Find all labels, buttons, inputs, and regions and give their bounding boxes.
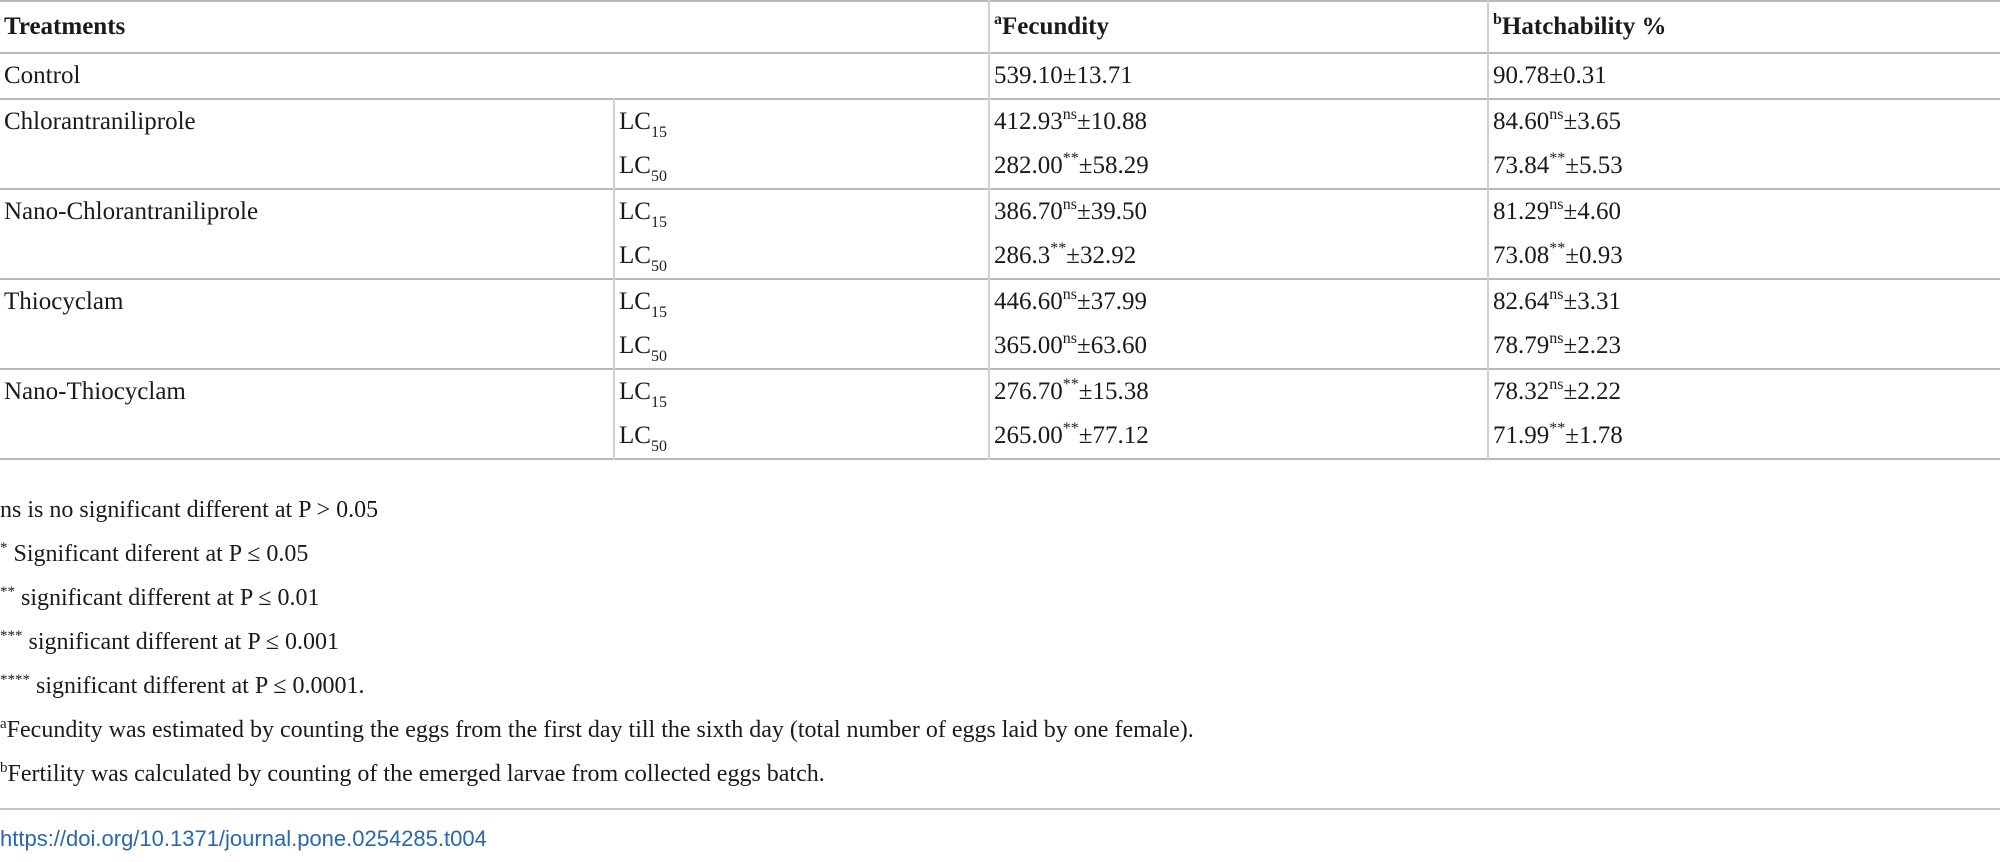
concentration-subscript: 15 [650, 214, 667, 231]
footnote-text: significant different at P ≤ 0.001 [22, 629, 339, 655]
concentration-label: LC [619, 288, 651, 315]
hatchability-error: ±5.53 [1565, 152, 1623, 179]
fecundity-value: 386.70 [994, 198, 1063, 225]
concentration-label: LC [619, 108, 651, 135]
fecundity-significance: ** [1062, 150, 1079, 167]
treatment-name: Thiocyclam [4, 288, 124, 315]
fecundity-significance: ns [1062, 196, 1077, 213]
hatchability-cell: 90.78±0.31 [1488, 53, 2000, 99]
footnote-text: significant different at P ≤ 0.01 [15, 585, 320, 611]
fecundity-significance: ** [1062, 376, 1079, 393]
concentration-label: LC [619, 378, 651, 405]
header-fecundity-label: Fecundity [1002, 13, 1109, 40]
footnote-text: Fecundity was estimated by counting the eggs from the first day till the sixth day (total number of eggs laid by one female). [6, 717, 1194, 743]
footnotes [0, 488, 2000, 796]
treatment-name: Chlorantraniliprole [4, 108, 196, 135]
fecundity-footnote-marker: a [994, 11, 1003, 28]
hatchability-value: 73.84 [1493, 152, 1550, 179]
footnote-marker: ** [0, 584, 15, 600]
hatchability-significance: ** [1549, 240, 1566, 257]
treatment-name: Nano-Thiocyclam [4, 378, 186, 405]
concentration-subscript: 50 [650, 438, 667, 455]
header-fecundity [989, 1, 1488, 53]
footnote-marker: * [0, 540, 8, 556]
footnote-marker: **** [0, 672, 30, 688]
concentration-cell [614, 369, 989, 414]
fecundity-value: 286.3 [994, 242, 1051, 269]
hatchability-value: 78.32 [1493, 378, 1550, 405]
fecundity-cell [989, 99, 1488, 144]
footnote-marker: b [0, 760, 8, 776]
fecundity-value: 282.00 [994, 152, 1063, 179]
fecundity-error: ±39.50 [1077, 198, 1147, 225]
fecundity-error: ±10.88 [1077, 108, 1147, 135]
treatment-name: Nano-Chlorantraniliprole [4, 198, 259, 225]
fecundity-significance: ns [1062, 330, 1077, 347]
fecundity-cell [989, 324, 1488, 369]
table-row-control [0, 53, 2000, 99]
concentration-cell [614, 414, 989, 459]
footnote [0, 532, 2000, 576]
header-treatments: Treatments [0, 1, 989, 53]
footnote [0, 576, 2000, 620]
fecundity-value: 365.00 [994, 332, 1063, 359]
footnote [0, 664, 2000, 708]
table-row [0, 189, 2000, 234]
hatchability-cell [1488, 414, 2000, 459]
hatchability-significance: ** [1549, 150, 1566, 167]
hatchability-value: 82.64 [1493, 288, 1550, 315]
concentration-label: LC [619, 422, 651, 449]
concentration-subscript: 15 [650, 394, 667, 411]
footnote-text: Fertility was calculated by counting of the emerged larvae from collected eggs batch. [7, 761, 825, 787]
hatchability-value: 84.60 [1493, 108, 1550, 135]
hatchability-cell [1488, 234, 2000, 279]
hatchability-significance: ** [1549, 420, 1566, 437]
header-hatchability-label: Hatchability % [1501, 13, 1667, 40]
concentration-label: LC [619, 242, 651, 269]
concentration-label: LC [619, 332, 651, 359]
hatchability-value: 81.29 [1493, 198, 1550, 225]
hatchability-footnote-marker: b [1493, 11, 1502, 28]
hatchability-value: 73.08 [1493, 242, 1550, 269]
concentration-cell [614, 324, 989, 369]
doi-link[interactable]: https://doi.org/10.1371/journal.pone.0254285.t004 [0, 826, 487, 851]
table-row [0, 279, 2000, 324]
fecundity-cell [989, 414, 1488, 459]
fecundity-error: ±77.12 [1078, 422, 1149, 449]
hatchability-value: 71.99 [1493, 422, 1550, 449]
hatchability-cell [1488, 99, 2000, 144]
fecundity-significance: ** [1062, 420, 1079, 437]
hatchability-cell [1488, 279, 2000, 324]
fecundity-error: ±37.99 [1077, 288, 1147, 315]
hatchability-value: 78.79 [1493, 332, 1550, 359]
fecundity-error: ±15.38 [1078, 378, 1149, 405]
fecundity-significance: ns [1062, 106, 1077, 123]
fecundity-error: ±58.29 [1078, 152, 1149, 179]
hatchability-error: ±4.60 [1563, 198, 1621, 225]
fecundity-cell [989, 144, 1488, 189]
table-row [0, 99, 2000, 144]
fecundity-significance: ** [1050, 240, 1067, 257]
footnote-marker: *** [0, 628, 23, 644]
hatchability-cell [1488, 324, 2000, 369]
concentration-subscript: 50 [650, 258, 667, 275]
hatchability-significance: ns [1549, 330, 1564, 347]
footnote-text: significant different at P ≤ 0.0001. [30, 673, 365, 699]
footnote [0, 708, 2000, 752]
concentration-label: LC [619, 198, 651, 225]
footnote-text: ns is no significant different at P > 0.05 [0, 497, 379, 523]
concentration-cell [614, 279, 989, 324]
concentration-subscript: 15 [650, 304, 667, 321]
concentration-subscript: 50 [650, 168, 667, 185]
concentration-cell [614, 99, 989, 144]
hatchability-cell [1488, 144, 2000, 189]
hatchability-significance: ns [1549, 106, 1564, 123]
hatchability-error: ±2.23 [1563, 332, 1621, 359]
header-hatchability [1488, 1, 2000, 53]
fecundity-cell [989, 234, 1488, 279]
hatchability-cell [1488, 189, 2000, 234]
hatchability-error: ±1.78 [1565, 422, 1623, 449]
concentration-subscript: 50 [650, 348, 667, 365]
footnote [0, 752, 2000, 796]
concentration-subscript: 15 [650, 124, 667, 141]
hatchability-significance: ns [1549, 286, 1564, 303]
concentration-cell [614, 144, 989, 189]
hatchability-error: ±0.93 [1565, 242, 1623, 269]
footnote-marker: a [0, 716, 7, 732]
fecundity-error: ±32.92 [1066, 242, 1137, 269]
hatchability-error: ±3.65 [1563, 108, 1621, 135]
fecundity-value: 276.70 [994, 378, 1063, 405]
fecundity-cell [989, 189, 1488, 234]
fecundity-cell: 539.10±13.71 [989, 53, 1488, 99]
hatchability-error: ±2.22 [1563, 378, 1621, 405]
treatment-name: Control [4, 62, 81, 89]
fecundity-value: 446.60 [994, 288, 1063, 315]
header-row [0, 1, 2000, 53]
footnote [0, 620, 2000, 664]
fecundity-value: 412.93 [994, 108, 1063, 135]
hatchability-error: ±3.31 [1563, 288, 1621, 315]
concentration-cell [614, 234, 989, 279]
fecundity-cell [989, 369, 1488, 414]
concentration-label: LC [619, 152, 651, 179]
hatchability-significance: ns [1549, 196, 1564, 213]
fecundity-significance: ns [1062, 286, 1077, 303]
fecundity-value: 265.00 [994, 422, 1063, 449]
footnote [0, 488, 2000, 532]
concentration-cell [614, 189, 989, 234]
footer-divider [0, 808, 2000, 810]
hatchability-cell [1488, 369, 2000, 414]
fecundity-cell [989, 279, 1488, 324]
fecundity-error: ±63.60 [1077, 332, 1147, 359]
table-row [0, 369, 2000, 414]
hatchability-significance: ns [1549, 376, 1564, 393]
footnote-text: Significant diferent at P ≤ 0.05 [7, 541, 309, 567]
